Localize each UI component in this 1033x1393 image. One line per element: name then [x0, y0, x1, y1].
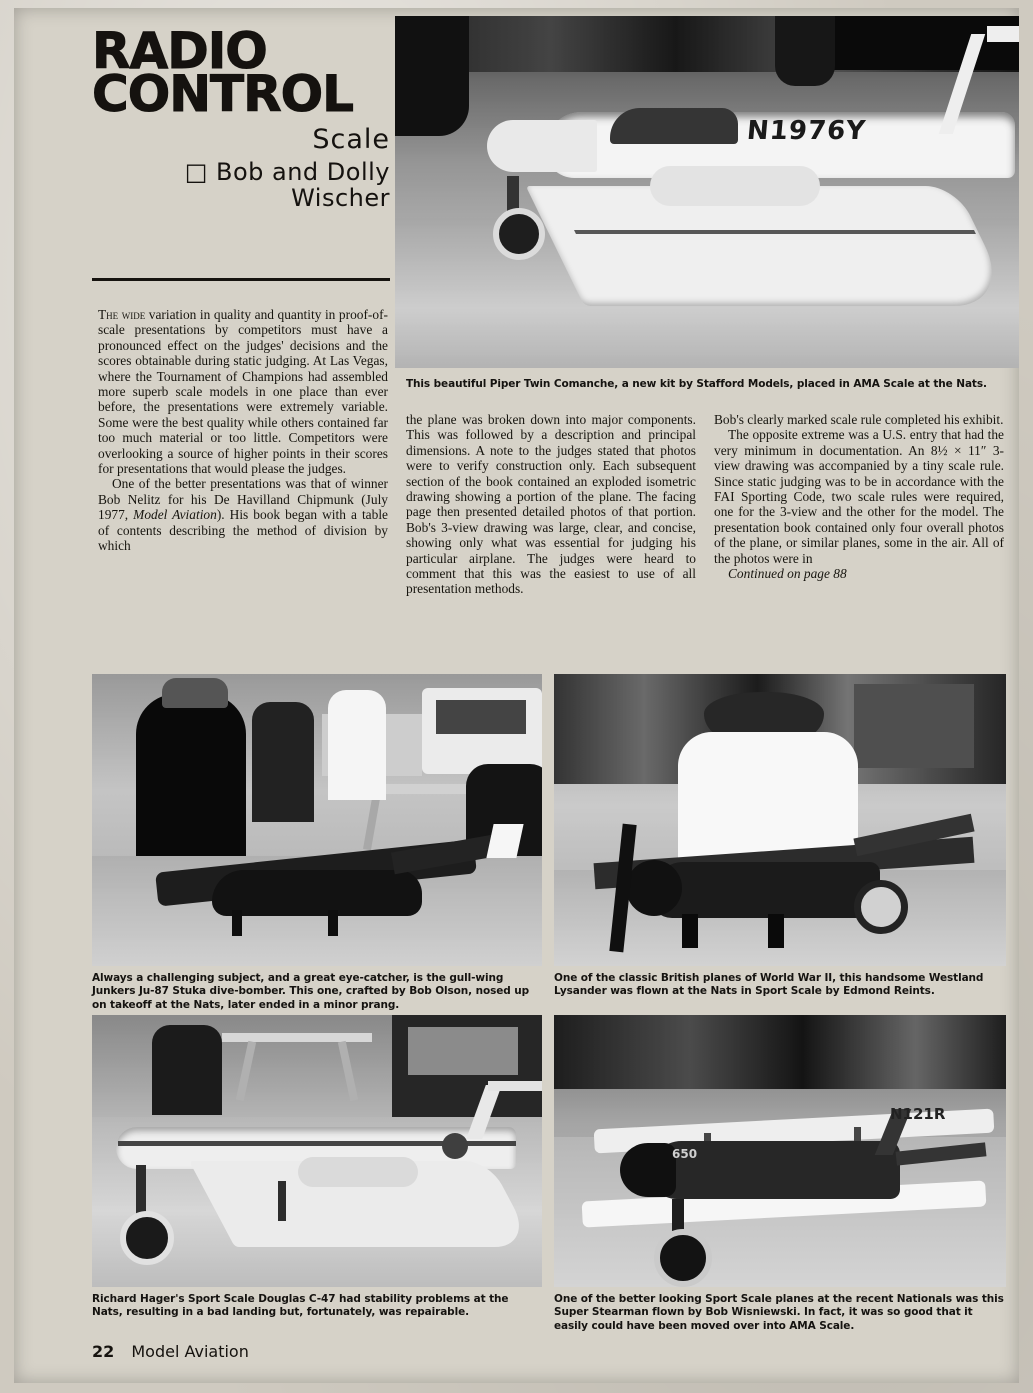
photo-registration-text: N121R	[890, 1105, 946, 1123]
paragraph: the plane was broken down into major components. This was followed by a description and principal dimensions. A note to the judges stated that photos were to verify construction only. Each subsequent section of the book contained an exploded isometric drawing showing a portion of the plane. The facing page then presented detailed photos of that portion. Bob's 3-view drawing was large, clear, and concise, showing only what was essential for judging his particular airplane. The judges were heard to comment that this was the easiest to use of all presentation methods.	[406, 412, 696, 597]
page-title	[92, 22, 392, 123]
photo-piper-twin-comanche	[395, 16, 1019, 368]
photo-westland-lysander	[554, 674, 1006, 966]
article-column-2	[406, 412, 696, 597]
paragraph: The wide variation in quality and quantity in proof-of-scale presentations by competitors must have a pronounced effect on the judges' decisions and the scores obtainable during static judging. At Las Vegas, where the Tournament of Champions had assembled more superb scale models in one place than ever before, the presentations were extremely variable. Some were the best quality while others contained far too much material or too little. Competitors were overlooking a source of higher points in their scores for presentations that would please the judges.	[98, 307, 388, 477]
caption-mid-left-photo: Always a challenging subject, and a great eye-catcher, is the gull-wing Junkers Ju-87 Stuka dive-bomber. This one, crafted by Bob Olson, nosed up on takeoff at the Nats, later ended in a minor prang.	[92, 972, 530, 1011]
title-line-1: RADIO	[92, 22, 267, 80]
byline-line-2: Wischer	[291, 184, 390, 213]
masthead	[92, 22, 392, 213]
article-column-1	[98, 307, 388, 554]
masthead-divider	[92, 278, 390, 281]
page-footer	[92, 1342, 249, 1361]
photo-junkers-ju87-stuka	[92, 674, 542, 966]
continued-note: Continued on page 88	[728, 566, 847, 582]
caption-bottom-right-photo: One of the better looking Sport Scale planes at the recent Nationals was this Super Stearman flown by Bob Wisniewski. In fact, it was so good that it easily could have been moved over into AMA Scale.	[554, 1293, 1004, 1332]
paragraph: One of the better presentations was that of winner Bob Nelitz for his De Havilland Chipmunk (July 1977, Model Aviation). His book began with a table of contents describing the method of division by which	[98, 476, 388, 554]
title-line-2: CONTROL	[92, 65, 354, 123]
paragraph: Bob's clearly marked scale rule completed his exhibit.	[714, 412, 1004, 427]
publication-name: Model Aviation	[131, 1342, 249, 1361]
photo-registration-text: N1976Y	[745, 116, 868, 146]
caption-bottom-left-photo: Richard Hager's Sport Scale Douglas C-47 had stability problems at the Nats, resulting in a bad landing but, fortunately, was repairable.	[92, 1293, 509, 1319]
photo-super-stearman	[554, 1015, 1006, 1287]
byline-line-1: □ Bob and Dolly	[184, 158, 390, 186]
photo-number-text: 650	[672, 1147, 698, 1161]
magazine-page	[14, 8, 1019, 1383]
caption-mid-right-photo: One of the classic British planes of World War II, this handsome Westland Lysander was flown at the Nats in Sport Scale by Edmond Reints.	[554, 972, 984, 998]
article-column-3	[714, 412, 1004, 581]
photo-douglas-c47	[92, 1015, 542, 1287]
column-section-label: Scale	[312, 124, 390, 155]
paragraph: The opposite extreme was a U.S. entry that had the very minimum in documentation. An 8½ × 11″ 3-view drawing was accompanied by a tiny scale rule. Since static judging was to be in accordance with the FAI Sporting Code, two scale rules were required, one for the 3-view and the other for the model. The presentation book contained only four overall photos of the plane, or similar planes, some in the air. All of the photos were in	[714, 427, 1004, 566]
caption-top-photo: This beautiful Piper Twin Comanche, a new kit by Stafford Models, placed in AMA Scale at the Nats.	[406, 378, 987, 390]
byline	[92, 159, 392, 212]
publication-reference: Model Aviation	[133, 507, 217, 523]
page-number: 22	[92, 1342, 115, 1361]
